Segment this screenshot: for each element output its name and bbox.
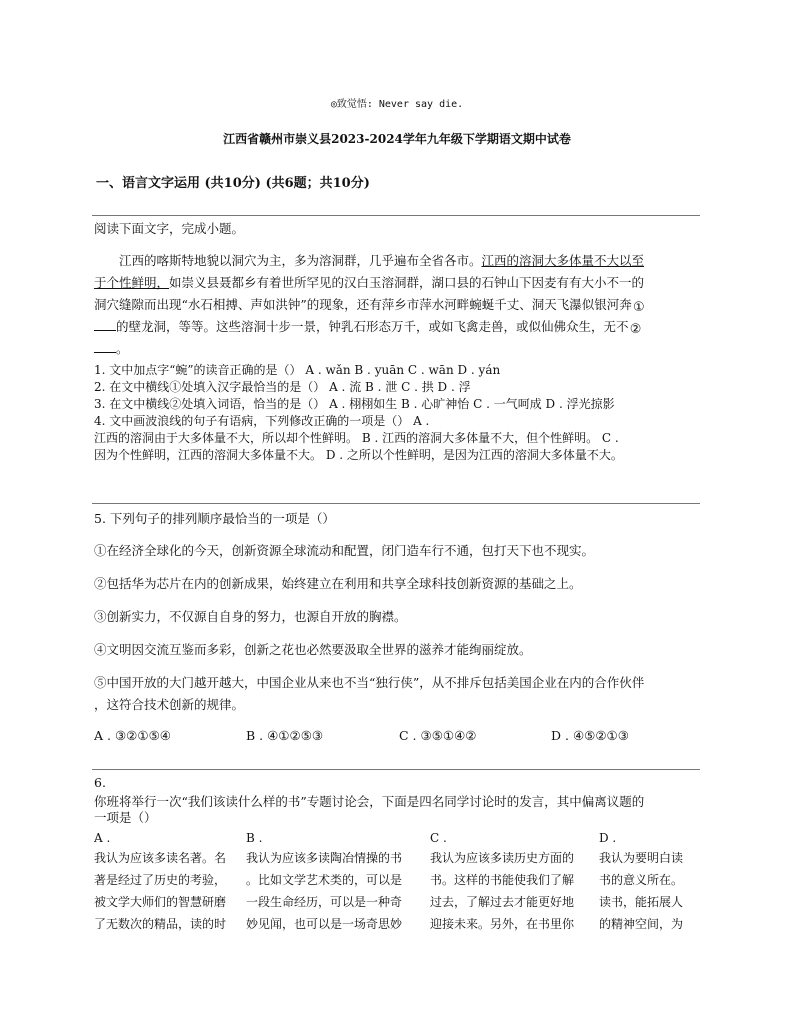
motto: ◎致觉悟: Never say die.	[330, 99, 464, 110]
q6-stem-cont: 一项是（）	[94, 810, 157, 825]
divider	[92, 769, 700, 770]
q6-number: 6.	[94, 775, 106, 790]
q5-sentence-5: ⑤中国开放的大门越开越大，中国企业从来也不当“独行侠”，从不排斥包括美国企业在内的合作伙伴	[94, 675, 645, 690]
section-heading: 一、语言文字运用 (共10分) (共6题；共10分)	[96, 176, 370, 191]
q5-sentence-5-cont: ，这符合技术创新的规律。	[94, 697, 245, 712]
q5-sentence-3: ③创新实力，不仅源自自身的努力，也源自开放的胸襟。	[94, 609, 407, 624]
q5-sentence-1: ①在经济全球化的今天，创新资源全球流动和配置，闭门造车行不通，包打天下也不现实。	[94, 543, 595, 558]
question-line: 1. 文中加点字“蜿”的读音正确的是（） A . wǎn B . yuān C . wān D . yán	[94, 363, 501, 377]
exam-title: 江西省赣州市崇义县2023-2024学年九年级下学期语文期中试卷	[223, 132, 571, 146]
option-line: 我认为应该多读历史方面的	[430, 851, 575, 865]
passage-line: 的壁龙洞，等等。这些溶洞十步一景，钟乳石形态万千，或如飞禽走兽，或似仙佛众生，无不	[116, 319, 629, 334]
q5-option-c[interactable]: C . ③⑤①④②	[399, 728, 477, 743]
q5-option-d[interactable]: D . ④⑤②①③	[551, 728, 629, 743]
passage-line: 洞穴缝隙而出现“水石相搏、声如洪钟”的现象，还有萍乡市萍水河畔蜿蜒千丈、洞天飞瀑似银河奔	[94, 297, 632, 312]
wavy-sentence: 江西的溶洞大多体量不大以至	[481, 253, 645, 268]
option-line: 我认为应该多读陶冶情操的书	[246, 851, 403, 865]
option-line: 一段生命经历，可以是一种奇	[246, 895, 403, 909]
q6-option-c-label[interactable]: C .	[430, 831, 447, 845]
option-line: 妙见闻，也可以是一场奇思妙	[246, 917, 403, 931]
divider	[92, 503, 700, 504]
question-line: 4. 文中画波浪线的句子有语病，下列修改正确的一项是（） A .	[94, 414, 430, 428]
q6-option-b-label[interactable]: B .	[246, 831, 263, 845]
reading-passage	[94, 250, 704, 360]
blank-marker: ①	[632, 300, 645, 315]
option-line: 迎接未来。另外，在书里你	[430, 917, 575, 931]
blank-marker: ②	[629, 322, 642, 337]
option-line: 读书，能拓展人	[599, 895, 684, 909]
q6-stem: 你班将举行一次“我们该读什么样的书”专题讨论会，下面是四名同学讨论时的发言，其中偏离议题的	[94, 794, 645, 809]
wavy-sentence: 于个性鲜明，	[94, 275, 170, 290]
divider	[92, 215, 700, 216]
blank-line	[94, 320, 116, 331]
q6-option-d-text	[599, 847, 683, 935]
q6-option-d-label[interactable]: D .	[599, 831, 617, 845]
q5-option-a[interactable]: A . ③②①⑤④	[94, 728, 171, 743]
option-line: 的精神空间，为	[599, 917, 684, 931]
option-line: 书的意义所在。	[599, 873, 684, 887]
option-line: 我认为要明白读	[599, 851, 684, 865]
blank-line	[94, 342, 116, 353]
questions-1-4	[94, 362, 714, 464]
option-line: 过去，了解过去才能更好地	[430, 895, 575, 909]
q6-option-b-text	[246, 847, 402, 935]
option-line: 我认为应该多读名著。名	[94, 851, 227, 865]
q5-option-b[interactable]: B . ④①②⑤③	[246, 728, 324, 743]
passage-line: 。	[116, 341, 129, 356]
q5-sentence-2: ②包括华为芯片在内的创新成果，始终建立在利用和共享全球科技创新资源的基础之上。	[94, 576, 582, 591]
passage-line: 如崇义县聂都乡有着世所罕见的汉白玉溶洞群，湖口县的石钟山下因麦有有大小不一的	[169, 275, 645, 290]
option-line: 书。这样的书能使我们了解	[430, 873, 575, 887]
option-line: 被文学大师们的智慧研磨	[94, 895, 227, 909]
reading-intro: 阅读下面文字，完成小题。	[94, 221, 245, 236]
question-line: 江西的溶洞由于大多体量不大，所以却个性鲜明。 B . 江西的溶洞大多体量不大，但个性鲜明。 C .	[94, 431, 619, 445]
question-line: 3. 在文中横线②处填入词语，恰当的是（） A . 栩栩如生 B . 心旷神怡 C . 一气呵成 D . 浮光掠影	[94, 397, 615, 411]
q5-stem: 5. 下列句子的排列顺序最恰当的一项是（）	[94, 511, 335, 526]
option-line: 著是经过了历史的考验，	[94, 873, 227, 887]
q6-option-a-text	[94, 847, 226, 935]
option-line: 了无数次的精品，读的时	[94, 917, 227, 931]
q5-sentence-4: ④文明因交流互鉴而多彩，创新之花也必然要汲取全世界的滋养才能绚丽绽放。	[94, 642, 532, 657]
q6-option-a-label[interactable]: A .	[94, 831, 111, 845]
question-line: 因为个性鲜明，江西的溶洞大多体量不大。 D . 之所以个性鲜明，是因为江西的溶洞大多体量不大。	[94, 448, 623, 462]
question-line: 2. 在文中横线①处填入汉字最恰当的是（） A . 流 B . 泄 C . 拱 D . 浮	[94, 380, 471, 394]
q6-option-c-text	[430, 847, 574, 935]
passage-line: 江西的喀斯特地貌以洞穴为主，多为溶洞群，几乎遍布全省各市。	[119, 253, 482, 268]
option-line: 。比如文学艺术类的，可以是	[246, 873, 403, 887]
